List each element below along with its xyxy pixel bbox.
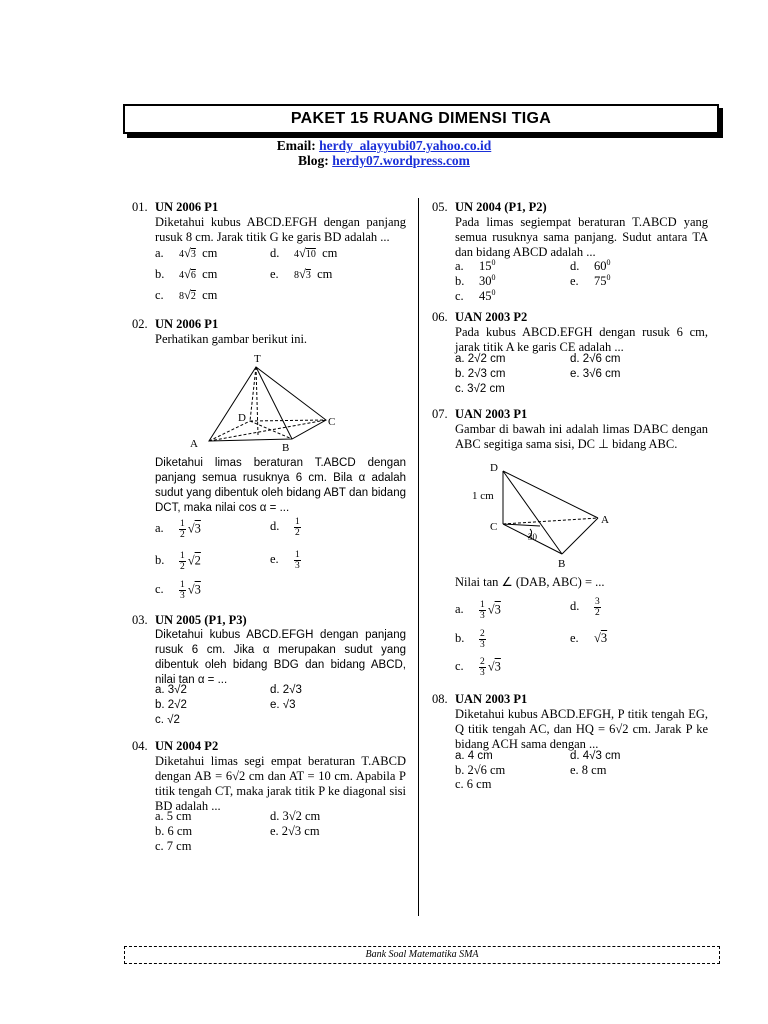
option-d[interactable]: d. 4√10 cm <box>270 246 338 260</box>
question-text: Diketahui kubus ABCD.EFGH dengan panjang rusuk 8 cm. Jarak titik G ke garis BD adalah ... <box>155 215 406 244</box>
option-b[interactable]: b. 6 cm <box>155 824 193 838</box>
question-text: Gambar di bawah ini adalah limas DABC dengan ABC segitiga sama sisi, DC ⊥ bidang ABC. <box>455 422 708 451</box>
option-c[interactable]: c. 8√2 cm <box>155 288 218 302</box>
option-d[interactable]: d. $\frac{1}{2}$ <box>270 517 300 538</box>
label-T: T <box>254 353 261 365</box>
label-A: A <box>601 514 609 526</box>
email-label: Email: <box>276 138 316 153</box>
question-08 <box>432 692 708 797</box>
question-number: 06. <box>432 310 448 324</box>
option-e[interactable]: e. 2√3 cm <box>270 824 320 838</box>
question-text: Pada limas segiempat beraturan T.ABCD yang semua rusuknya sama panjang. Sudut antara TA dan bidang ABCD adalah ... <box>455 215 708 259</box>
question-source: UAN 2003 P2 <box>455 310 528 324</box>
label-D: D <box>490 462 498 474</box>
label-B: B <box>558 558 566 570</box>
title-box <box>123 104 719 134</box>
label-C: C <box>328 416 336 428</box>
option-e[interactable]: e. 8√3 cm <box>270 267 333 281</box>
question-06 <box>432 310 708 400</box>
option-d[interactable]: d. $\frac{3}{2}$ <box>570 597 600 618</box>
tetrahedron-figure <box>470 459 660 571</box>
question-source: UN 2005 (P1, P3) <box>155 613 247 627</box>
question-number: 02. <box>132 317 148 331</box>
option-a[interactable]: a. $\frac{1}{3}$ √3 <box>455 600 501 621</box>
option-c[interactable]: c. 7 cm <box>155 839 192 853</box>
question-number: 05. <box>432 200 448 214</box>
question-text: Diketahui limas segi empat beraturan T.ABCD dengan AB = 6√2 cm dan AT = 10 cm. Apabila P titik tengah CT, maka jarak titik P ke diagonal sisi BD adalah ... <box>155 754 406 813</box>
option-c[interactable]: c. 6 cm <box>455 777 492 791</box>
option-c[interactable]: c. $\frac{1}{3}$ √3 <box>155 580 201 601</box>
footer: Bank Soal Matematika SMA <box>124 946 720 964</box>
question-number: 04. <box>132 739 148 753</box>
question-number: 03. <box>132 613 148 627</box>
option-b[interactable]: b. 4√6 cm <box>155 267 218 281</box>
option-e[interactable]: e. 8 cm <box>570 763 607 777</box>
page-title: PAKET 15 RUANG DIMENSI TIGA <box>290 110 552 127</box>
option-e[interactable]: e. $75^0$ <box>570 273 611 289</box>
question-source: UN 2006 P1 <box>155 200 219 214</box>
question-number: 08. <box>432 692 448 706</box>
option-c[interactable]: c. √2 <box>155 714 180 726</box>
label-B: B <box>282 442 290 454</box>
option-d[interactable]: d. $60^0$ <box>570 258 611 274</box>
question-number: 07. <box>432 407 448 421</box>
option-a[interactable]: a. 4 cm <box>455 750 493 762</box>
blog-line <box>0 153 768 169</box>
question-text: Perhatikan gambar berikut ini. <box>155 332 308 346</box>
option-b[interactable]: b. $30^0$ <box>455 273 496 289</box>
option-b[interactable]: b. $\frac{1}{2}$ √2 <box>155 551 201 572</box>
option-d[interactable]: d. 4√3 cm <box>570 750 621 762</box>
option-a[interactable]: a. $15^0$ <box>455 258 496 274</box>
blog-link[interactable]: herdy07.wordpress.com <box>332 153 470 168</box>
question-source: UAN 2003 P1 <box>455 692 528 706</box>
question-source: UN 2004 P2 <box>155 739 219 753</box>
option-a[interactable]: a. 2√2 cm <box>455 353 506 365</box>
option-c[interactable]: c. 3√2 cm <box>455 383 505 395</box>
question-text: Pada kubus ABCD.EFGH dengan rusuk 6 cm, jarak titik A ke garis CE adalah ... <box>455 325 708 354</box>
option-e[interactable]: e. $\frac{1}{3}$ <box>270 550 300 571</box>
question-01 <box>132 200 406 310</box>
pyramid-figure <box>182 347 342 455</box>
option-e[interactable]: e. √3 <box>270 699 296 711</box>
question-05 <box>432 200 708 304</box>
email-line <box>0 138 768 154</box>
question-text-2: Diketahui limas beraturan T.ABCD dengan panjang semua rusuknya 6 cm. Bila α adalah sudut yang dibentuk oleh bidang ABT dan bidang DCT, maka nilai cos α = ... <box>155 457 406 514</box>
question-text: Diketahui kubus ABCD.EFGH dengan panjang rusuk 6 cm. Jika α merupakan sudut yang dibentuk oleh bidang BDG dan bidang ABCD, nilai tan α = ... <box>155 629 406 686</box>
option-b[interactable]: b. 2√2 <box>155 699 187 711</box>
question-04 <box>132 739 406 854</box>
option-c[interactable]: c. $\frac{2}{3}$ √3 <box>455 657 501 678</box>
option-a[interactable]: a. 4√3 cm <box>155 246 218 260</box>
label-A: A <box>190 438 198 450</box>
option-b[interactable]: b. 2√3 cm <box>455 368 506 380</box>
question-03 <box>132 613 406 728</box>
question-07 <box>432 407 708 682</box>
question-source: UAN 2003 P1 <box>455 407 528 421</box>
option-d[interactable]: d. 3√2 cm <box>270 809 321 823</box>
email-link[interactable]: herdy_alayyubi07.yahoo.co.id <box>319 138 492 153</box>
option-c[interactable]: c. $45^0$ <box>455 288 496 304</box>
question-source: UN 2004 (P1, P2) <box>455 200 547 214</box>
length-label: 1 cm <box>472 490 494 502</box>
option-b[interactable]: b. 2√6 cm <box>455 763 506 777</box>
column-divider <box>418 198 419 916</box>
angle-label: 30 <box>528 532 537 542</box>
option-e[interactable]: e. √3 <box>570 631 608 645</box>
option-a[interactable]: a. 3√2 <box>155 684 187 696</box>
blog-label: Blog: <box>298 153 329 168</box>
label-D: D <box>238 412 246 424</box>
question-text: Diketahui kubus ABCD.EFGH, P titik tengah EG, Q titik tengah AC, dan HQ = 6√2 cm. Jarak P ke bidang ACH sama dengan ... <box>455 707 708 751</box>
question-number: 01. <box>132 200 148 214</box>
option-b[interactable]: b. $\frac{2}{3}$ <box>455 629 485 650</box>
label-C: C <box>490 521 498 533</box>
question-02 <box>132 317 406 607</box>
option-e[interactable]: e. 3√6 cm <box>570 368 621 380</box>
option-a[interactable]: a. 5 cm <box>155 809 192 823</box>
question-text-2: Nilai tan ∠ (DAB, ABC) = ... <box>455 575 605 589</box>
option-a[interactable]: a. $\frac{1}{2}$ √3 <box>155 519 201 540</box>
question-source: UN 2006 P1 <box>155 317 219 331</box>
option-d[interactable]: d. 2√3 <box>270 684 302 696</box>
option-d[interactable]: d. 2√6 cm <box>570 353 621 365</box>
